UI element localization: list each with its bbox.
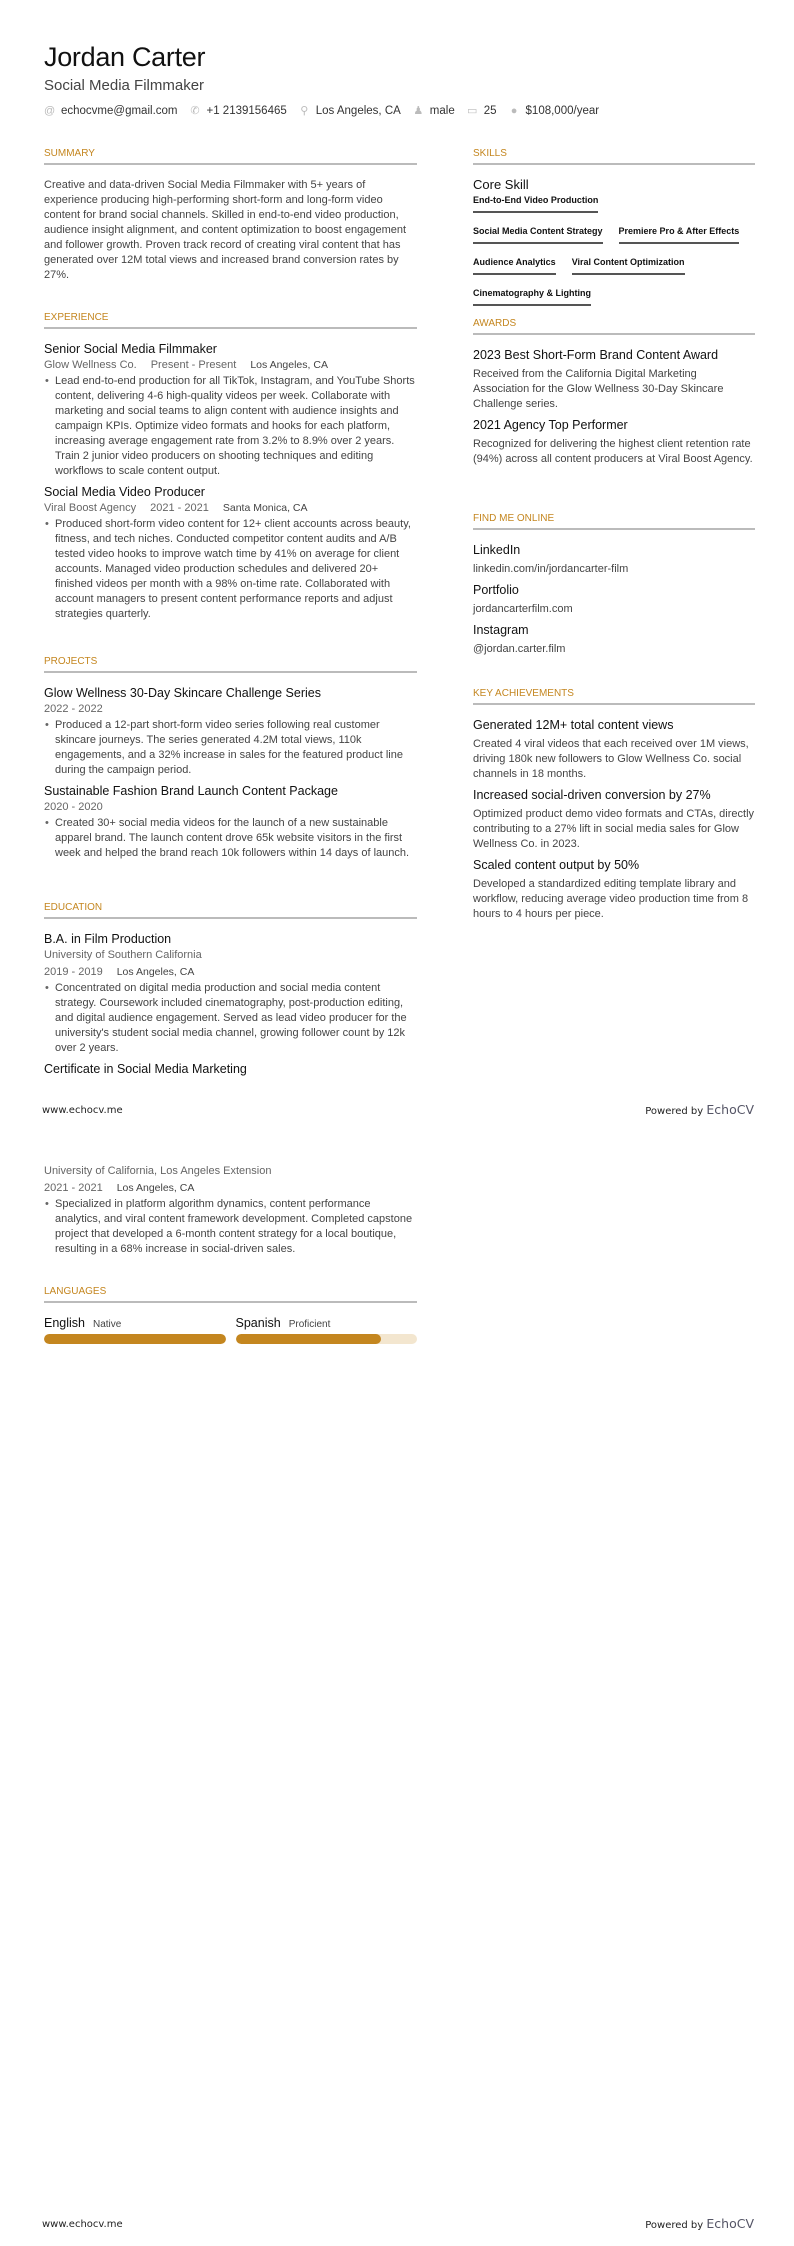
project-item (44, 783, 417, 861)
language-item (236, 1315, 418, 1344)
section-heading: SUMMARY (44, 148, 95, 159)
person-icon: ♟ (413, 105, 424, 117)
candidate-name: Jordan Carter (44, 42, 206, 72)
bullet: • Specialized in platform algorithm dynamics, content performance analytics, and viral content framework development. Completed capstone project that developed a 6-month content strategy for a local boutique, resulting in a 68% increase in social-driven sales. (44, 1197, 417, 1257)
dates: 2022 - 2022 (44, 703, 103, 715)
section-heading: LANGUAGES (44, 1286, 107, 1297)
location: Los Angeles, CA (116, 1182, 195, 1194)
powered-label: Powered by (645, 2220, 704, 2231)
divider (473, 333, 755, 335)
section-heading: KEY ACHIEVEMENTS (473, 688, 574, 699)
dates: 2021 - 2021 (150, 502, 209, 514)
skill-tag: Social Media Content Strategy (473, 220, 603, 244)
section-heading: AWARDS (473, 318, 517, 329)
languages-section (44, 1286, 417, 1344)
skill-tag: End-to-End Video Production (473, 189, 598, 213)
brand-logo: EchoCV (706, 2216, 754, 2231)
section-heading: EXPERIENCE (44, 312, 109, 323)
language-name: English (44, 1316, 85, 1330)
award-desc: Received from the California Digital Marketing Association for the Glow Wellness 30-Day Skincare Challenge series. (473, 368, 724, 410)
skills-section (473, 148, 755, 313)
contact-email[interactable] (44, 105, 178, 117)
dates: 2021 - 2021 (44, 1182, 103, 1194)
proficiency-fill (236, 1334, 381, 1344)
powered-label: Powered by (645, 1106, 704, 1117)
location-icon: ⚲ (300, 105, 309, 117)
proficiency-bar (44, 1334, 226, 1344)
skill-tag: Premiere Pro & After Effects (619, 220, 740, 244)
awards-section (473, 318, 755, 467)
language-level: Native (93, 1319, 122, 1330)
achievement-title: Scaled content output by 50% (473, 858, 640, 872)
online-label: Portfolio (473, 583, 519, 597)
proficiency-fill (44, 1334, 226, 1344)
contact-text: Los Angeles, CA (315, 104, 401, 117)
contact-text: echocvme@gmail.com (61, 104, 178, 117)
contact-location (299, 104, 401, 117)
location: Los Angeles, CA (116, 966, 195, 978)
bullet: • Produced a 12-part short-form video series following real customer skincare journeys. The series generated 4.2M total views, 110k engagements, and a 32% increase in sales for the featured product line during the campaign period. (44, 718, 417, 778)
linkedin-link[interactable]: linkedin.com/in/jordancarter-film (473, 563, 629, 575)
contact-text: 25 (483, 104, 497, 117)
online-section (473, 513, 755, 657)
company: Glow Wellness Co. (44, 359, 137, 371)
project-item (44, 685, 417, 778)
divider (44, 163, 417, 165)
bullet: • Concentrated on digital media production and social media content strategy. Coursework included cinematography, post-production editing, and digital audience engagement. Served as lead video producer for the university's student social media channel, growing follower count by 12k over 2 years. (44, 981, 417, 1056)
powered-by[interactable] (645, 1102, 754, 1117)
section-heading: PROJECTS (44, 656, 98, 667)
award-desc: Recognized for delivering the highest client retention rate (94%) across all content producers at Viral Boost Agency. (473, 438, 753, 465)
contact-text: $108,000/year (525, 104, 600, 117)
divider (44, 1301, 417, 1303)
job-title: Senior Social Media Filmmaker (44, 342, 217, 356)
achievements-section (473, 688, 755, 922)
award-title: 2023 Best Short-Form Brand Content Award (473, 348, 719, 362)
project-title: Glow Wellness 30-Day Skincare Challenge Series (44, 686, 321, 700)
online-label: Instagram (473, 623, 529, 637)
school: University of Southern California (44, 949, 202, 961)
footer-site-link[interactable]: www.echocv.me (42, 2219, 123, 2230)
divider (473, 528, 755, 530)
contact-gender (413, 104, 455, 117)
candidate-title: Social Media Filmmaker (44, 77, 205, 94)
company: Viral Boost Agency (44, 502, 137, 514)
footer-site-link[interactable]: www.echocv.me (42, 1105, 123, 1116)
section-heading: FIND ME ONLINE (473, 513, 555, 524)
school: University of California, Los Angeles Extension (44, 1165, 272, 1177)
bullet: • Lead end-to-end production for all TikTok, Instagram, and YouTube Shorts content, delivering 4-6 high-quality videos per week. Collaborate with marketing and social teams to align content with audience insights and campaign KPIs. Optimize video formats and hooks for each platform, increasing average engagement rate from 3.2% to 8.9% over 2 years. Train 2 junior video producers on shooting techniques and editing workflows to scale content output. (44, 374, 417, 479)
degree: B.A. in Film Production (44, 932, 172, 946)
brand-logo: EchoCV (706, 1102, 754, 1117)
skill-tag: Cinematography & Lighting (473, 282, 591, 306)
achievement-desc: Developed a standardized editing template library and workflow, reducing average video production time from 8 hours to 4 hours per piece. (473, 878, 749, 920)
experience-item (44, 484, 417, 622)
summary-section (44, 148, 417, 283)
divider (44, 671, 417, 673)
job-title: Social Media Video Producer (44, 485, 205, 499)
contact-phone[interactable] (190, 104, 287, 117)
proficiency-bar (236, 1334, 418, 1344)
section-heading: EDUCATION (44, 902, 103, 913)
language-level: Proficient (288, 1319, 331, 1330)
contact-salary (509, 105, 600, 117)
divider (473, 703, 755, 705)
contact-text: +1 2139156465 (206, 104, 287, 117)
achievement-desc: Optimized product demo video formats and CTAs, directly contributing to a 27% lift in social media sales for Glow Wellness Co. in 2023. (473, 808, 755, 850)
powered-by[interactable] (645, 2216, 754, 2231)
experience-item (44, 341, 417, 479)
project-title: Sustainable Fashion Brand Launch Content Package (44, 784, 338, 798)
salary-icon: ● (510, 104, 518, 117)
online-label: LinkedIn (473, 543, 521, 557)
skill-tag: Audience Analytics (473, 251, 556, 275)
contact-bar (44, 104, 599, 117)
skill-group: Core Skill (473, 177, 529, 192)
award-title: 2021 Agency Top Performer (473, 418, 628, 432)
degree: Certificate in Social Media Marketing (44, 1062, 247, 1076)
divider (473, 163, 755, 165)
achievement-desc: Created 4 viral videos that each received over 1M views, driving 180k new followers to Glow Wellness Co. social channels in 18 months. (473, 738, 749, 780)
divider (44, 917, 417, 919)
skill-tag: Viral Content Optimization (572, 251, 685, 275)
projects-section (44, 656, 417, 861)
education-section (44, 902, 417, 1077)
section-heading: SKILLS (473, 148, 507, 159)
dates: Present - Present (150, 359, 237, 371)
portfolio-link[interactable]: jordancarterfilm.com (473, 603, 573, 615)
contact-text: male (429, 104, 455, 117)
achievement-title: Generated 12M+ total content views (473, 718, 674, 732)
language-item (44, 1315, 226, 1344)
email-icon: @ (44, 104, 56, 117)
summary-text: Creative and data-driven Social Media Filmmaker with 5+ years of experience producing high-performing short-form and long-form video content for brand social channels. Skilled in end-to-end video production, audience insight alignment, and content optimization to boost engagement and follower growth. Proven track record of creating viral content that has generated over 12M total views and increased brand conversion rates by 27%. (44, 179, 407, 281)
experience-section (44, 312, 417, 622)
divider (44, 327, 417, 329)
contact-age (467, 104, 497, 117)
location: Los Angeles, CA (250, 359, 328, 371)
dates: 2020 - 2020 (44, 801, 103, 813)
location: Santa Monica, CA (222, 502, 308, 514)
achievement-title: Increased social-driven conversion by 27% (473, 788, 711, 802)
instagram-link[interactable]: @jordan.carter.film (473, 643, 566, 655)
calendar-icon: ▭ (467, 105, 478, 117)
bullet: • Created 30+ social media videos for the launch of a new sustainable apparel brand. The launch content drove 65k website visitors in the first week and helped the brand reach 10k followers within 14 days of launch. (44, 816, 417, 861)
education-item-continued (44, 1163, 417, 1257)
dates: 2019 - 2019 (44, 966, 103, 978)
language-name: Spanish (235, 1316, 281, 1330)
education-item (44, 931, 417, 1056)
phone-icon: ✆ (190, 105, 200, 117)
bullet: • Produced short-form video content for 12+ client accounts across beauty, fitness, and tech niches. Conducted competitor content audits and A/B tested video hooks to improve watch time by 41% on average for client accounts. Managed video production schedules and delivered 20+ finished videos per month with a 98% on-time rate. Collaborated with account managers to present content performance reports and adjust strategies quarterly. (44, 517, 417, 622)
